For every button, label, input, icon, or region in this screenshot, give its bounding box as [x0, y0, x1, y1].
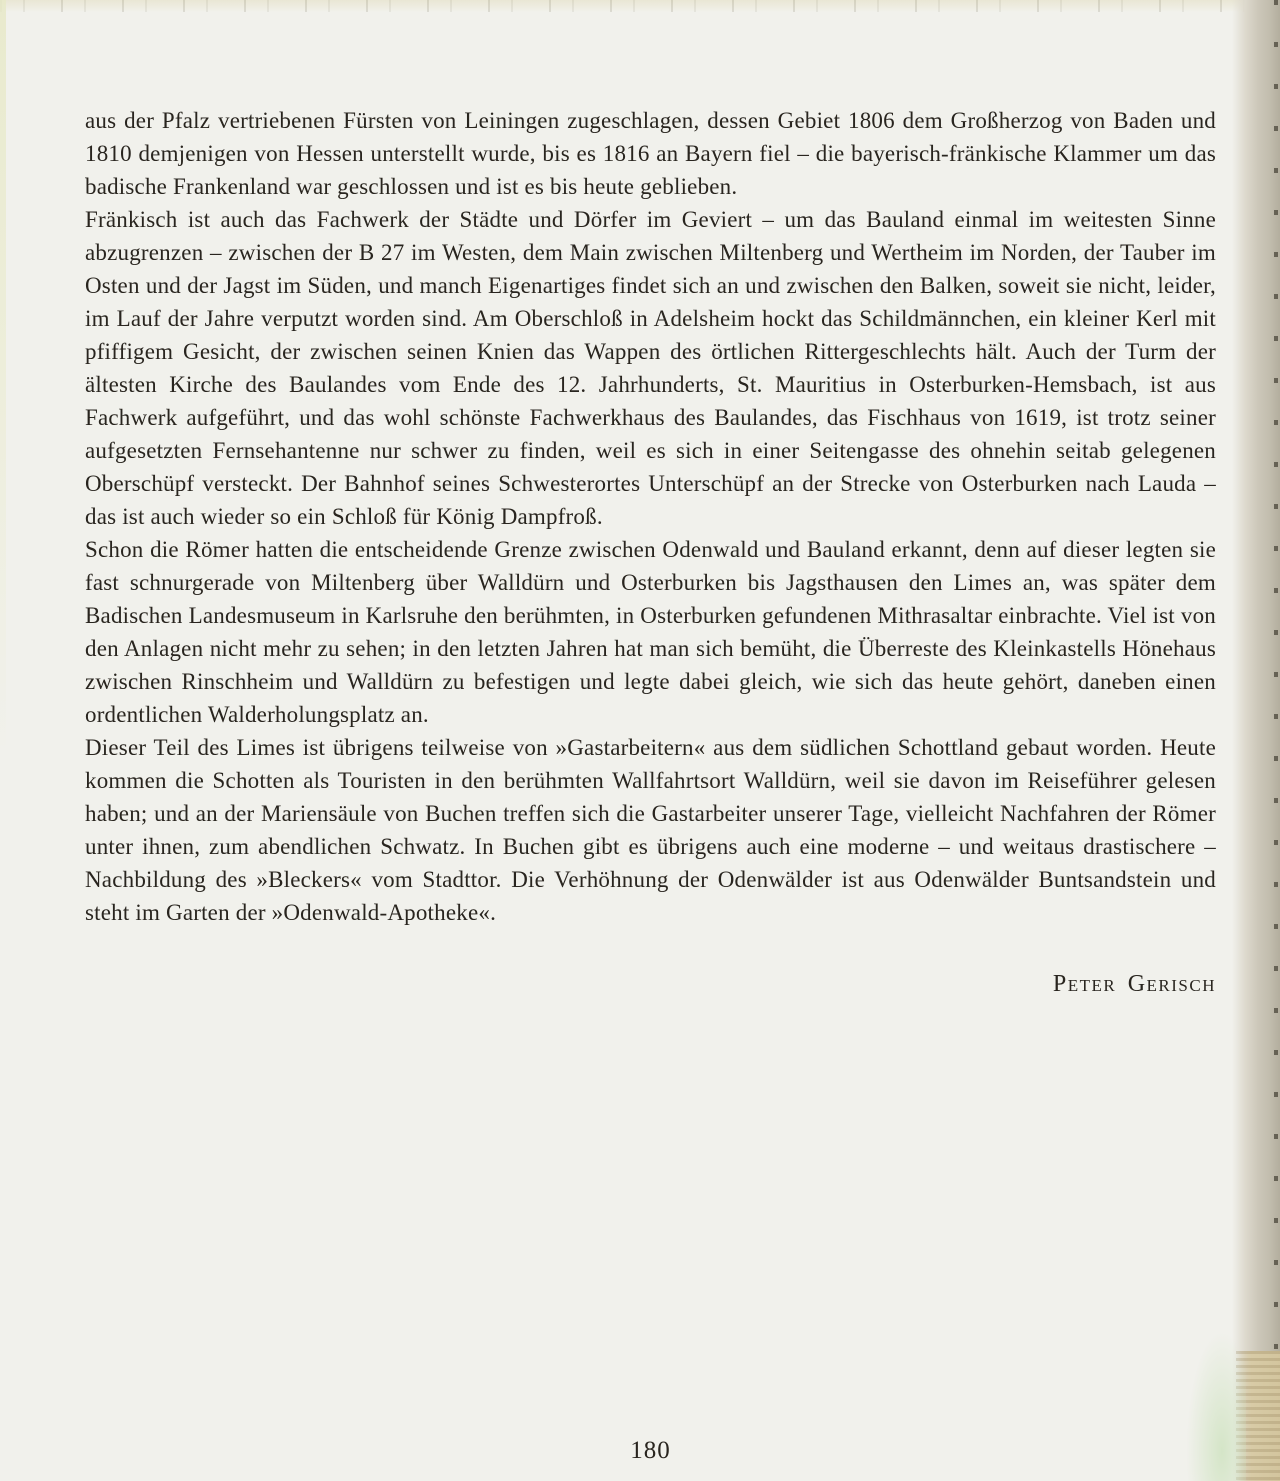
paragraph: Schon die Römer hatten die entscheidende Grenze zwischen Odenwald und Bauland erkannt, denn auf dieser legten sie fast schnurgerade von Miltenberg über Walldürn und Osterburken bis Jagsthausen den Limes an, was später dem Badischen Landesmuseum in Karlsruhe den berühmten, in Osterburken gefundenen Mithrasaltar einbrachte. Viel ist von den Anlagen nicht mehr zu sehen; in den letzten Jahren hat man sich bemüht, die Überreste des Kleinkastells Hönehaus zwischen Rinschheim und Walldürn zu befestigen und legte dabei gleich, wie sich das heute gehört, daneben einen ordentlichen Walderholungsplatz an.: [85, 537, 1216, 727]
author-signature: Peter Gerisch: [1052, 971, 1216, 997]
scan-left-edge: [0, 0, 6, 760]
page-edge-band: [1232, 0, 1280, 1481]
paragraph: Fränkisch ist auch das Fachwerk der Städte und Dörfer im Geviert – um das Bauland einmal im weitesten Sinne abzugrenzen – zwischen der B 27 im Westen, dem Main zwischen Miltenberg und Wertheim im Norden, der Tauber im Osten und der Jagst im Süden, und manch Eigenartiges findet sich an und zwischen den Balken, soweit sie nicht, leider, im Lauf der Jahre verputzt worden sind. Am Oberschloß in Adelsheim hockt das Schildmännchen, ein kleiner Kerl mit pfiffigem Gesicht, der zwischen seinen Knien das Wappen des örtlichen Rittergeschlechts hält. Auch der Turm der ältesten Kirche des Baulandes vom Ende des 12. Jahrhunderts, St. Mauritius in Osterburken-Hemsbach, ist aus Fachwerk aufgeführt, und das wohl schönste Fachwerkhaus des Baulandes, das Fischhaus von 1619, ist trotz seiner aufgesetzten Fernsehantenne nur schwer zu finden, weil es sich in einer Seitengasse des ohnehin seitab gelegenen Oberschüpf versteckt. Der Bahnhof seines Schwesterortes Unterschüpf an der Strecke von Osterburken nach Lauda – das ist auch wieder so ein Schloß für König Dampfroß.: [85, 207, 1216, 529]
scan-top-edge: [0, 0, 1280, 12]
page-text-block: [85, 104, 1216, 1001]
paragraph: aus der Pfalz vertriebenen Fürsten von Leiningen zugeschlagen, dessen Gebiet 1806 dem Großherzog von Baden und 1810 demjenigen von Hessen unterstellt wurde, bis es 1816 an Bayern fiel – die bayerisch-fränkische Klammer um das badische Frankenland war geschlossen und ist es bis heute geblieben.: [85, 108, 1216, 199]
page-number: 180: [630, 1437, 671, 1464]
paragraph: Dieser Teil des Limes ist übrigens teilweise von »Gastarbeitern« aus dem südlichen Schottland gebaut worden. Heute kommen die Schotten als Touristen in den berühmten Wallfahrtsort Walldürn, weil sie davon im Reiseführer gelesen haben; und an der Mariensäule von Buchen treffen sich die Gastarbeiter unserer Tage, vielleicht Nachfahren der Römer unter ihnen, zum abendlichen Schwatz. In Buchen gibt es übrigens auch eine moderne – und weitaus drastischere – Nachbildung des »Bleckers« vom Stadttor. Die Verhöhnung der Odenwälder ist aus Odenwälder Buntsandstein und steht im Garten der »Odenwald-Apotheke«.: [85, 735, 1216, 925]
